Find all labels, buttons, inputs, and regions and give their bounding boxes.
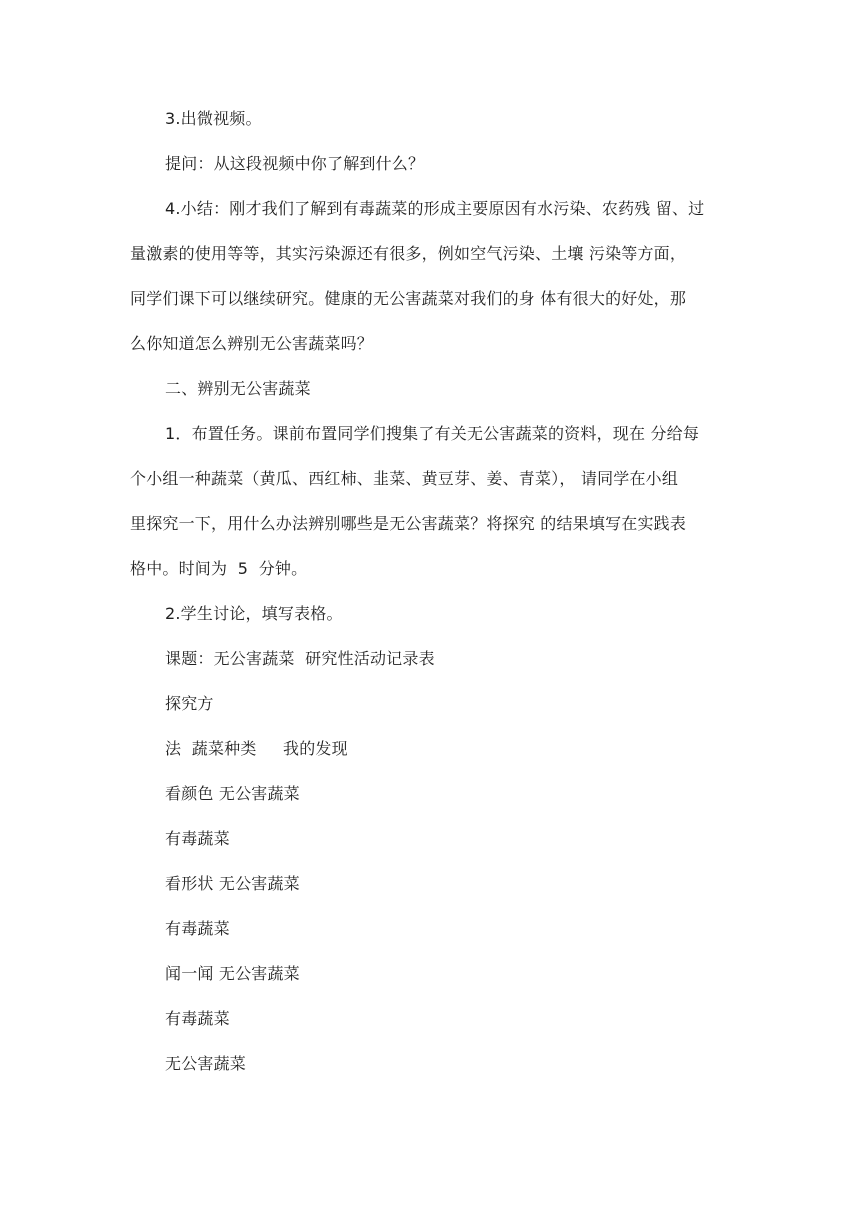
table-header-line: 探究方 — [165, 694, 214, 713]
text-line: 量激素的使用等等，其实污染源还有很多，例如空气污染、土壤 污染等方面， — [130, 244, 687, 263]
table-row: 无公害蔬菜 — [165, 1054, 247, 1073]
section-heading: 二、辨别无公害蔬菜 — [165, 379, 311, 398]
table-row: 有毒蔬菜 — [165, 1009, 230, 1028]
table-row: 闻一闻 无公害蔬菜 — [165, 964, 300, 983]
text-line: 同学们课下可以继续研究。健康的无公害蔬菜对我们的身 体有很大的好处，那 — [130, 289, 687, 308]
table-row: 看颜色 无公害蔬菜 — [165, 784, 300, 803]
table-title: 课题：无公害蔬菜 研究性活动记录表 — [165, 649, 435, 668]
text-line: 么你知道怎么辨别无公害蔬菜吗？ — [130, 334, 374, 353]
text-line: 个小组一种蔬菜（黄瓜、西红柿、韭菜、黄豆芽、姜、青菜）， 请同学在小组 — [130, 469, 679, 488]
table-row: 有毒蔬菜 — [165, 919, 230, 938]
text-line: 里探究一下，用什么办法辨别哪些是无公害蔬菜？将探究 的结果填写在实践表 — [130, 514, 687, 533]
table-header-line: 法 蔬菜种类 我的发现 — [165, 739, 348, 758]
text-line: 2.学生讨论，填写表格。 — [165, 604, 343, 623]
table-row: 看形状 无公害蔬菜 — [165, 874, 300, 893]
text-line: 3.出微视频。 — [165, 109, 262, 128]
text-line: 1．布置任务。课前布置同学们搜集了有关无公害蔬菜的资料，现在 分给每 — [165, 424, 700, 443]
text-line: 格中。时间为 5 分钟。 — [130, 559, 308, 578]
text-line: 提问：从这段视频中你了解到什么？ — [165, 154, 425, 173]
text-line: 4.小结：刚才我们了解到有毒蔬菜的形成主要原因有水污染、农药残 留、过 — [165, 199, 705, 218]
table-row: 有毒蔬菜 — [165, 829, 230, 848]
